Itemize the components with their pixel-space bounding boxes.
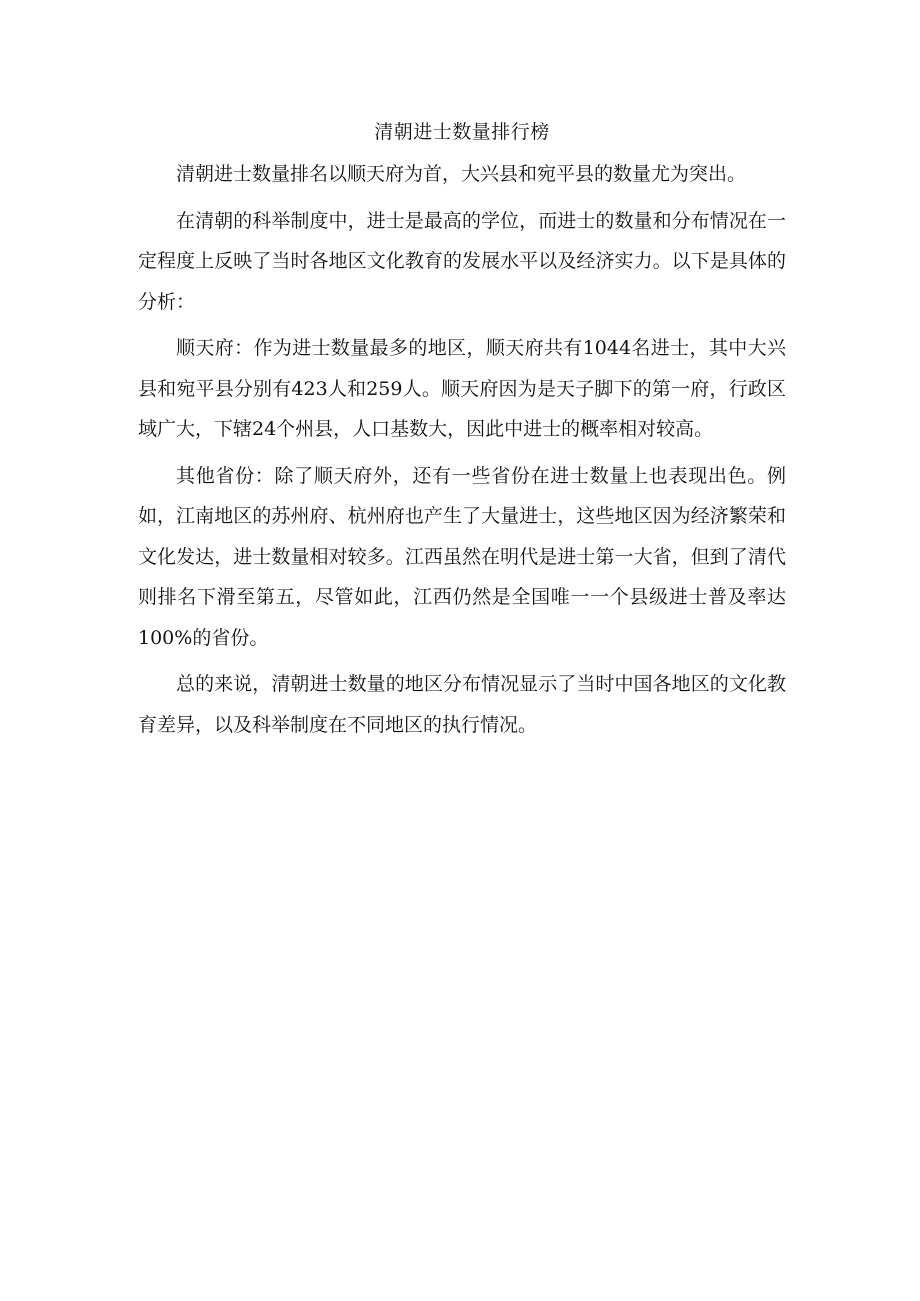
paragraph-intro: 在清朝的科举制度中，进士是最高的学位，而进士的数量和分布情况在一定程度上反映了当时各地区文化教育的发展水平以及经济实力。以下是具体的分析：	[138, 209, 786, 313]
paragraph-other-provinces: 其他省份：除了顺天府外，还有一些省份在进士数量上也表现出色。例如，江南地区的苏州府、杭州府也产生了大量进士，这些地区因为经济繁荣和文化发达，进士数量相对较多。江西虽然在明代是进士第一大省，但到了清代则排名下滑至第五，尽管如此，江西仍然是全国唯一一个县级进士普及率达100%的省份。	[138, 464, 786, 649]
document-body	[138, 112, 786, 751]
paragraph-conclusion: 总的来说，清朝进士数量的地区分布情况显示了当时中国各地区的文化教育差异，以及科举制度在不同地区的执行情况。	[138, 673, 786, 736]
paragraph-summary: 清朝进士数量排名以顺天府为首，大兴县和宛平县的数量尤为突出。	[176, 163, 747, 185]
paragraph-shuntian: 顺天府：作为进士数量最多的地区，顺天府共有1044名进士，其中大兴县和宛平县分别有423人和259人。顺天府因为是天子脚下的第一府，行政区域广大，下辖24个州县，人口基数大，因此中进士的概率相对较高。	[138, 337, 786, 440]
document-title: 清朝进士数量排行榜	[374, 121, 550, 143]
